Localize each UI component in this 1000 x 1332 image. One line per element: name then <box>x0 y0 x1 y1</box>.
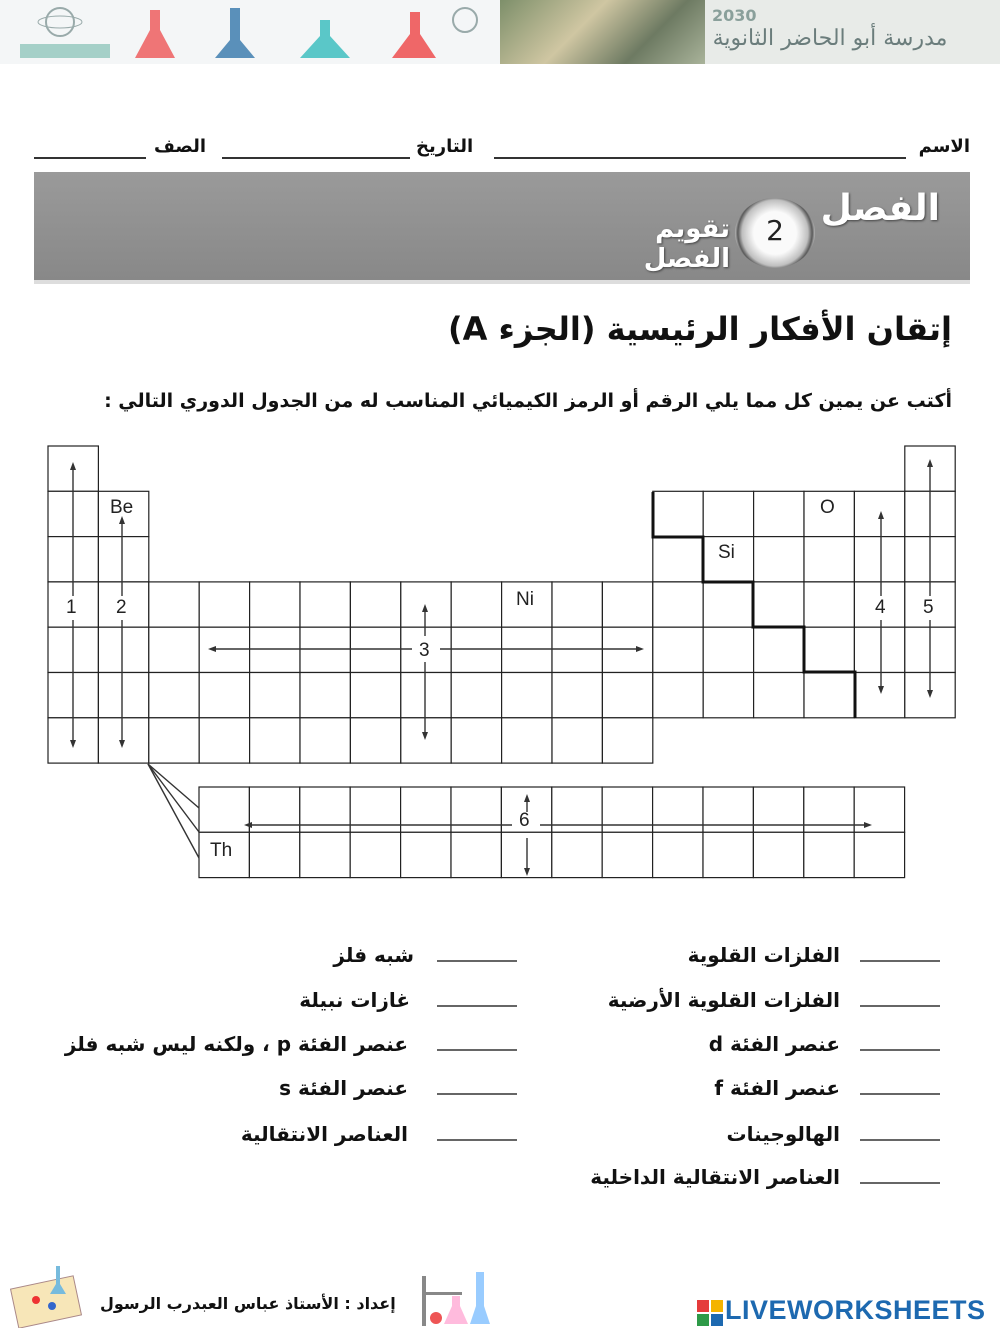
answer-blank[interactable] <box>860 960 940 962</box>
table-cell <box>350 718 400 763</box>
item-s-block: عنصر الفئة s <box>279 1076 408 1100</box>
table-cell <box>250 627 300 672</box>
table-cell <box>149 718 199 763</box>
table-cell <box>602 582 652 627</box>
table-cell <box>300 627 350 672</box>
table-cell <box>451 582 501 627</box>
table-cell <box>300 832 350 877</box>
date-label: التاريخ <box>416 136 474 157</box>
table-cell <box>552 627 602 672</box>
table-cell <box>703 627 753 672</box>
lab-equipment-icon <box>412 1266 504 1328</box>
table-cell <box>804 537 854 582</box>
element-th: Th <box>210 840 233 861</box>
table-cell <box>854 627 904 672</box>
table-cell <box>854 491 904 536</box>
table-cell <box>703 832 753 877</box>
f-block-connector <box>148 764 199 832</box>
table-cell <box>250 673 300 718</box>
table-cell <box>602 832 652 877</box>
answer-blank[interactable] <box>860 1093 940 1095</box>
table-cell <box>703 673 753 718</box>
name-label: الاسم <box>918 136 970 157</box>
table-cell <box>98 537 148 582</box>
item-p-block-nonmetalloid: عنصر الفئة p ، ولكنه ليس شبه فلز <box>64 1032 408 1056</box>
table-cell <box>199 718 249 763</box>
table-cell <box>149 673 199 718</box>
table-cell <box>754 491 804 536</box>
item-alkaline-earth: الفلزات القلوية الأرضية <box>607 988 840 1012</box>
table-cell <box>854 673 904 718</box>
table-cell <box>753 832 803 877</box>
table-cell <box>653 491 703 536</box>
answer-blank[interactable] <box>860 1139 940 1141</box>
table-cell <box>552 673 602 718</box>
table-cell <box>653 582 703 627</box>
table-cell <box>250 582 300 627</box>
table-cell <box>98 627 148 672</box>
table-cell <box>250 718 300 763</box>
table-cell <box>401 673 451 718</box>
item-f-block: عنصر الفئة f <box>714 1076 840 1100</box>
element-si: Si <box>718 542 735 563</box>
answer-blank[interactable] <box>437 1093 517 1095</box>
table-cell <box>754 673 804 718</box>
chapter-word: الفصل <box>820 188 940 229</box>
answer-blank[interactable] <box>437 1005 517 1007</box>
table-cell <box>854 537 904 582</box>
table-cell <box>804 832 854 877</box>
item-transition: العناصر الانتقالية <box>240 1122 408 1146</box>
table-cell <box>149 627 199 672</box>
table-cell <box>804 673 854 718</box>
item-d-block: عنصر الفئة d <box>708 1032 840 1056</box>
table-cell <box>502 627 552 672</box>
footer-credit: إعداد : الأستاذ عباس العبدرب الرسول <box>100 1294 396 1313</box>
table-cell <box>350 627 400 672</box>
label-3: 3 <box>419 640 430 661</box>
class-label: الصف <box>154 136 207 157</box>
table-cell <box>502 718 552 763</box>
table-cell <box>653 537 703 582</box>
table-cell <box>703 582 753 627</box>
table-cell <box>653 832 703 877</box>
table-cell <box>98 673 148 718</box>
label-6: 6 <box>519 810 530 831</box>
label-1: 1 <box>66 597 77 618</box>
table-cell <box>703 491 753 536</box>
table-cell <box>451 627 501 672</box>
element-o: O <box>820 497 835 518</box>
table-cell <box>350 673 400 718</box>
item-alkali-metals: الفلزات القلوية <box>687 943 840 967</box>
label-5: 5 <box>923 597 934 618</box>
item-halogens: الهالوجينات <box>726 1122 840 1146</box>
table-cell <box>451 718 501 763</box>
table-cell <box>199 582 249 627</box>
lab-drawing-icon <box>8 1262 88 1328</box>
answer-blank[interactable] <box>437 960 517 962</box>
element-ni: Ni <box>516 589 534 610</box>
answer-blank[interactable] <box>860 1005 940 1007</box>
element-be: Be <box>110 497 134 518</box>
table-cell <box>199 627 249 672</box>
table-cell <box>451 832 501 877</box>
f-block-connector <box>148 764 199 858</box>
item-inner-transition: العناصر الانتقالية الداخلية <box>590 1165 840 1189</box>
instruction: أكتب عن يمين كل مما يلي الرقم أو الرمز الكيميائي المناسب له من الجدول الدوري التالي : <box>104 390 952 412</box>
table-cell <box>199 673 249 718</box>
item-noble-gases: غازات نبيلة <box>299 988 410 1012</box>
item-metalloid: شبه فلز <box>333 943 414 967</box>
label-4: 4 <box>875 597 886 618</box>
table-cell <box>653 673 703 718</box>
table-cell <box>149 582 199 627</box>
vision-logo: 2030 <box>712 6 757 25</box>
table-cell <box>401 718 451 763</box>
label-2: 2 <box>116 597 127 618</box>
answer-blank[interactable] <box>860 1182 940 1184</box>
answer-blank[interactable] <box>437 1049 517 1051</box>
table-cell <box>552 582 602 627</box>
liveworksheets-logo-icon <box>697 1300 723 1326</box>
table-cell <box>300 718 350 763</box>
school-name: مدرسة أبو الحاضر الثانوية <box>712 26 948 51</box>
table-cell <box>350 582 400 627</box>
table-cell <box>552 718 602 763</box>
table-cell <box>502 673 552 718</box>
table-cell <box>754 627 804 672</box>
answer-blank[interactable] <box>860 1049 940 1051</box>
table-cell <box>754 537 804 582</box>
chapter-review-label: تقويم الفصل <box>643 214 730 274</box>
table-cell <box>804 627 854 672</box>
table-cell <box>754 582 804 627</box>
table-cell <box>552 832 602 877</box>
table-cell <box>854 832 904 877</box>
f-block-connector <box>148 764 199 808</box>
liveworksheets-logo[interactable]: LIVEWORKSHEETS <box>725 1295 986 1325</box>
table-cell <box>401 582 451 627</box>
table-cell <box>602 627 652 672</box>
table-cell <box>300 673 350 718</box>
table-cell <box>350 832 400 877</box>
chapter-number: 2 <box>766 214 784 247</box>
table-cell <box>401 832 451 877</box>
table-cell <box>602 673 652 718</box>
section-title: إتقان الأفكار الرئيسية (الجزء A) <box>447 310 952 348</box>
table-cell <box>804 582 854 627</box>
table-cell <box>249 832 299 877</box>
answer-blank[interactable] <box>437 1139 517 1141</box>
table-cell <box>199 787 249 832</box>
table-cell <box>300 582 350 627</box>
table-cell <box>653 627 703 672</box>
table-cell <box>451 673 501 718</box>
table-cell <box>602 718 652 763</box>
